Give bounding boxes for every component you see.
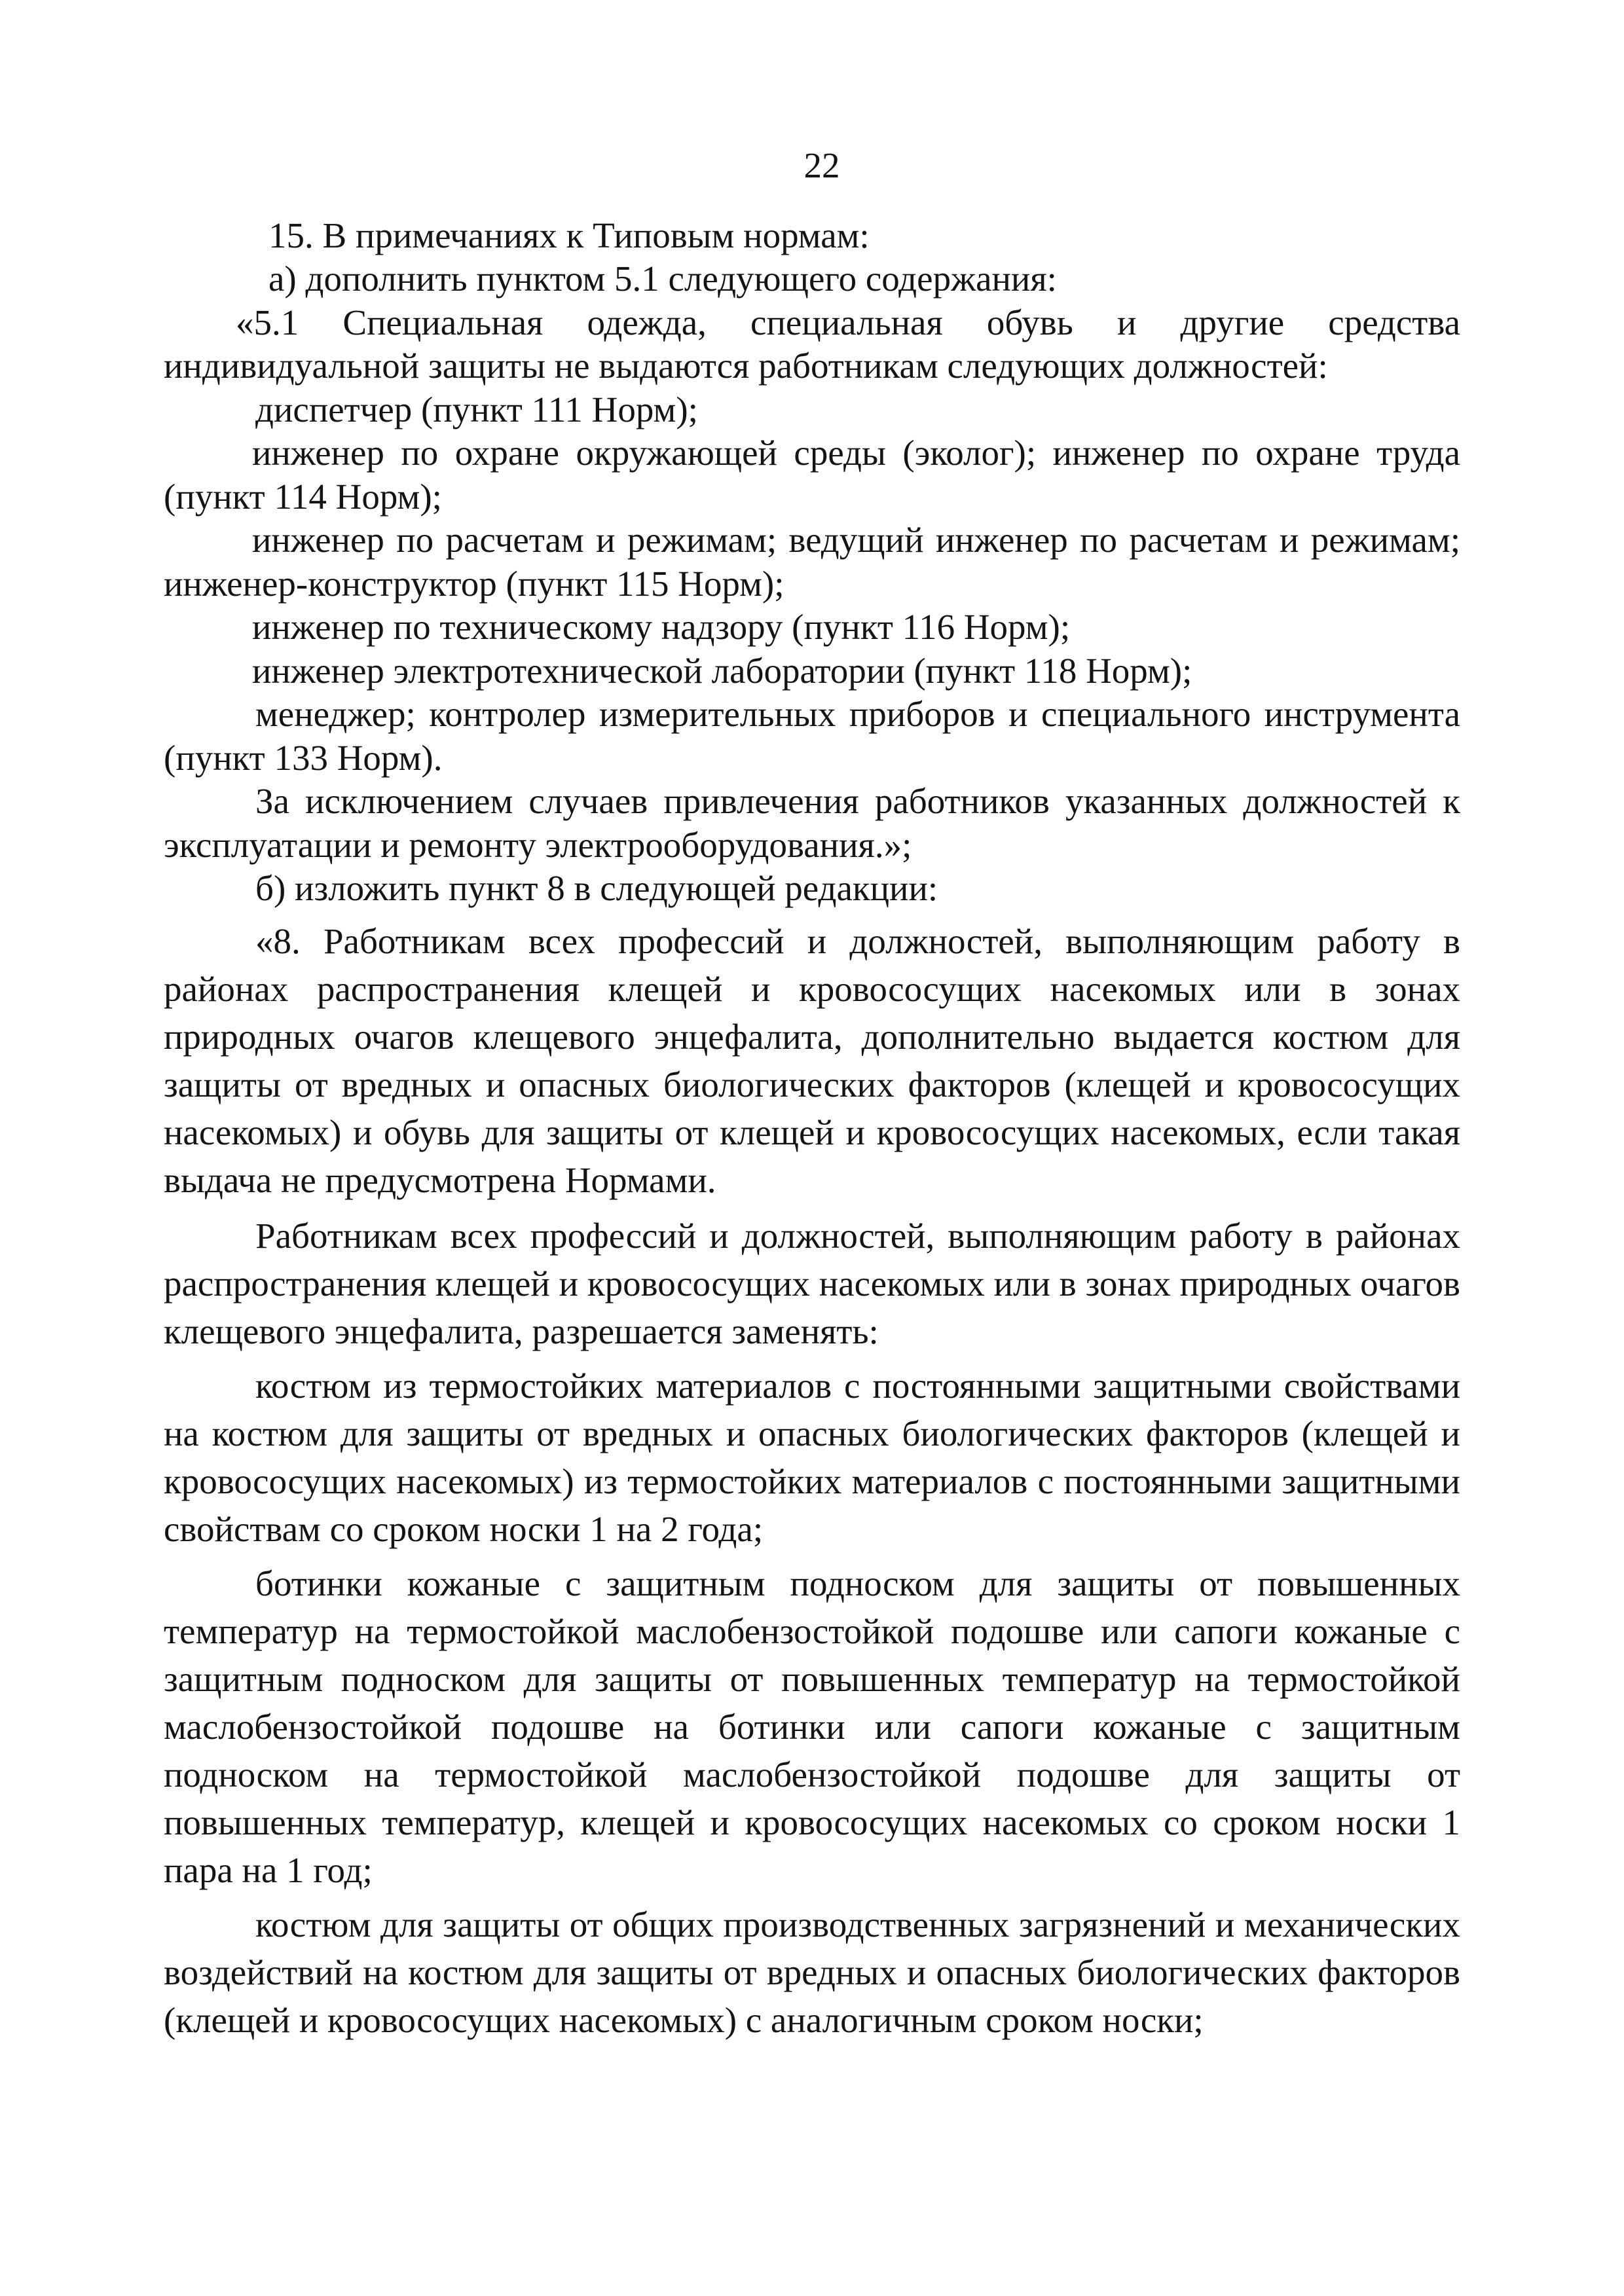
document-page: [164, 144, 1460, 2044]
list-item-dispatcher: диспетчер (пункт 111 Норм);: [255, 389, 698, 429]
paragraph-exception: За исключением случаев привлечения работников указанных должностей к эксплуатации и ремонту электрооборудования.»;: [164, 781, 1460, 865]
list-item-manager: менеджер; контролер измерительных приборов и специального инструмента (пункт 133 Норм).: [164, 694, 1460, 778]
paragraph-point-8: «8. Работникам всех профессий и должностей, выполняющим работу в районах распространения клещей и кровососущих насекомых или в зонах природных очагов клещевого энцефалита, дополнительно выдается костюм для защиты от вредных и опасных биологических факторов (клещей и кровососущих насекомых) и обувь для защиты от клещей и кровососущих насекомых, если такая выдача не предусмотрена Нормами.: [164, 920, 1460, 1200]
paragraph-item-15-heading: 15. В примечаниях к Типовым нормам:: [268, 215, 870, 255]
list-item-technical-supervision: инженер по техническому надзору (пункт 116 Норм);: [252, 607, 1071, 647]
paragraph-5-1-intro: «5.1 Специальная одежда, специальная обувь и другие средства индивидуальной защиты не выдаются работникам следующих должностей:: [164, 302, 1460, 386]
paragraph-replacement-general-costume: костюм для защиты от общих производственных загрязнений и механических воздействий на костюм для защиты от вредных и опасных биологических факторов (клещей и кровососущих насекомых) с аналогичным сроком носки;: [164, 1904, 1460, 2040]
list-item-calculation-engineer: инженер по расчетам и режимам; ведущий инженер по расчетам и режимам; инженер-конструктор (пункт 115 Норм);: [164, 520, 1460, 604]
list-item-ecology-engineer: инженер по охране окружающей среды (эколог); инженер по охране труда (пункт 114 Норм);: [164, 433, 1460, 517]
paragraph-subitem-b: б) изложить пункт 8 в следующей редакции:: [255, 868, 938, 908]
page-number: 22: [803, 145, 840, 185]
paragraph-replacement-costume: костюм из термостойких материалов с постоянными защитными свойствами на костюм для защиты от вредных и опасных биологических факторов (клещей и кровососущих насекомых) из термостойких материалов с постоянными защитными свойствам со сроком носки 1 на 2 года;: [164, 1365, 1460, 1549]
paragraph-subitem-a: а) дополнить пунктом 5.1 следующего содержания:: [268, 259, 1057, 299]
paragraph-replacement-intro: Работникам всех профессий и должностей, выполняющим работу в районах распространения клещей и кровососущих насекомых или в зонах природных очагов клещевого энцефалита, разрешается заменять:: [164, 1215, 1460, 1351]
paragraph-replacement-boots: ботинки кожаные с защитным подноском для защиты от повышенных температур на термостойкой маслобензостойкой подошве или сапоги кожаные с защитным подноском для защиты от повышенных температур на термостойкой маслобензостойкой подошве на ботинки или сапоги кожаные с защитным подноском на термостойкой маслобензостойкой подошве для защиты от повышенных температур, клещей и кровососущих насекомых со сроком носки 1 пара на 1 год;: [164, 1563, 1460, 1890]
list-item-lab-engineer: инженер электротехнической лаборатории (пункт 118 Норм);: [252, 650, 1192, 691]
